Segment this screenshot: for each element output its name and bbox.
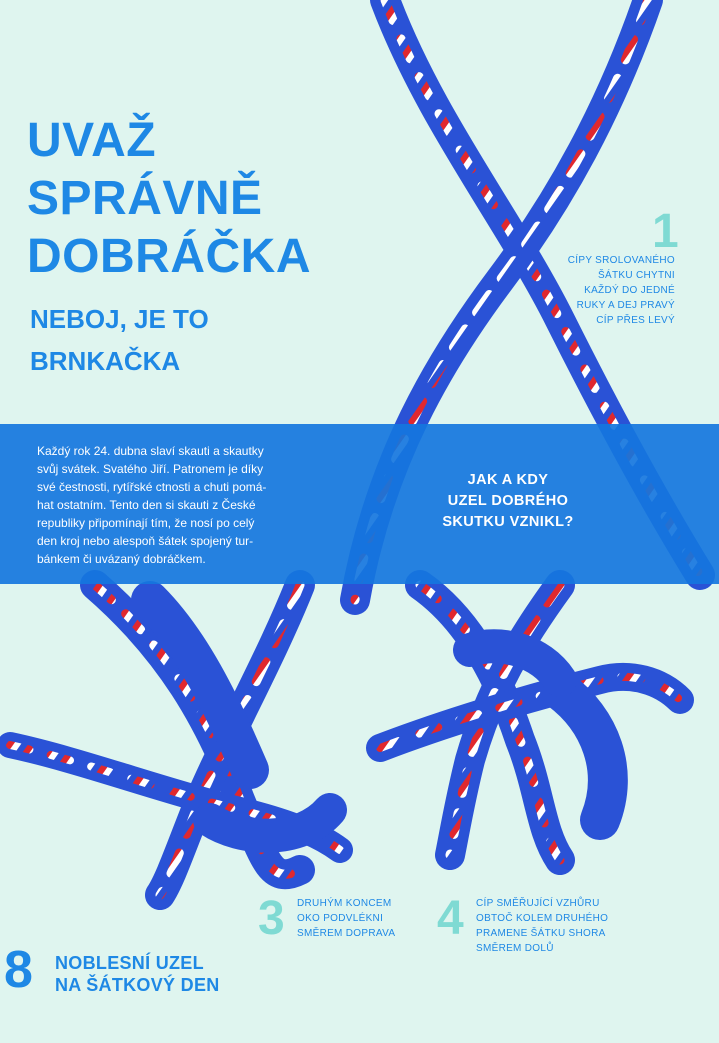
step-4-line: PRAMENE ŠÁTKU SHORA [476,928,606,939]
step-3-line: OKO PODVLÉKNI [297,913,384,924]
title-line-3: DOBRÁČKA [27,230,311,283]
step-3-line: DRUHÝM KONCEM [297,898,392,909]
step-4-line: CÍP SMĚŘUJÍCÍ VZHŮRU [476,898,600,909]
banner-text [37,442,312,568]
page-subtitle [30,298,209,382]
step-1-line: KAŽDÝ DO JEDNÉ [584,285,675,296]
step-4-line: SMĚREM DOLŮ [476,943,554,954]
banner-question [408,470,608,533]
step-3-text [297,896,427,941]
step-4-text [476,896,636,956]
step-3-number: 3 [258,892,285,945]
banner-question-line: JAK A KDY [467,472,549,488]
step-1-line: CÍPY SROLOVANÉHO [567,255,675,266]
footer-title-line-2: NA ŠÁTKOVÝ DEN [55,975,220,995]
footer-title-line-1: NOBLESNÍ UZEL [55,953,204,973]
step-1-line: ŠÁTKU CHYTNI [598,270,675,281]
step-4-line: OBTOČ KOLEM DRUHÉHO [476,913,609,924]
banner-text-line: hat ostatním. Tento den si skauti z České [37,498,256,512]
banner-question-line: SKUTKU VZNIKL? [442,514,574,530]
banner-text-line: Každý rok 24. dubna slaví skauti a skautky [37,444,264,458]
scarf-step-3 [10,585,340,895]
banner-text-line: den kroj nebo alespoň šátek spojený tur- [37,534,254,548]
page-title [27,112,311,286]
title-line-1: UVAŽ [27,114,157,167]
step-1-number: 1 [652,205,679,258]
scarf-step-4 [380,585,680,860]
title-line-2: SPRÁVNĚ [27,172,263,225]
step-1-text [540,253,675,328]
banner-text-line: bánkem či uvázaný dobráčkem. [37,552,206,566]
banner-text-line: republiky připomínají tím, že nosí po celý [37,516,255,530]
banner-question-line: UZEL DOBRÉHO [447,493,569,509]
subtitle-line-1: NEBOJ, JE TO [30,304,209,334]
footer-title [55,952,220,996]
banner-text-line: své čestnosti, rytířské ctnosti a chuti pomá- [37,480,267,494]
step-1-line: RUKY A DEJ PRAVÝ [576,300,675,311]
page-number: 8 [4,941,33,999]
step-4-number: 4 [437,892,464,945]
step-3-line: SMĚREM DOPRAVA [297,928,396,939]
banner-text-line: svůj svátek. Svatého Jiří. Patronem je díky [37,462,264,476]
subtitle-line-2: BRNKAČKA [30,346,181,376]
step-1-line: CÍP PŘES LEVÝ [596,315,675,326]
